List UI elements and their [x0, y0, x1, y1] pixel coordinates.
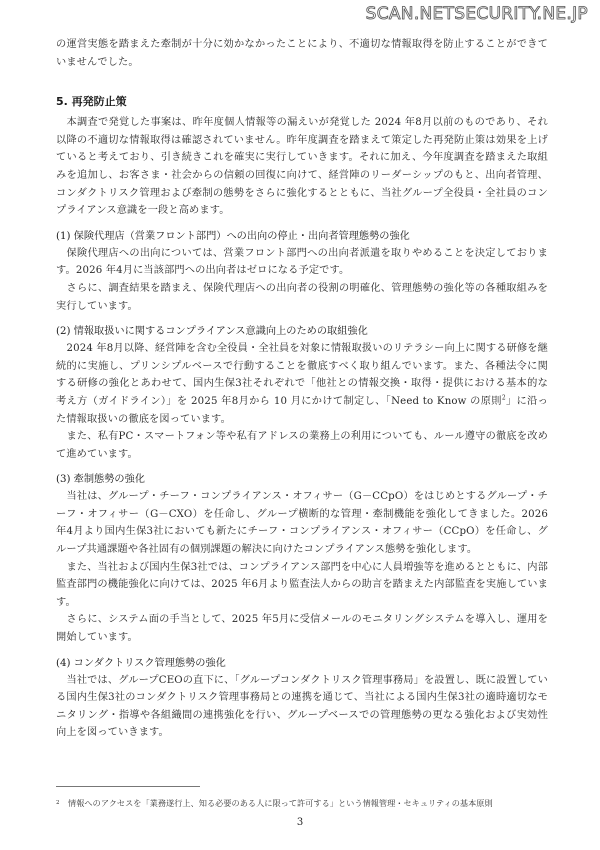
- subsection-2-paragraph-1: [56, 340, 548, 428]
- page-number: 3: [296, 817, 304, 828]
- paragraph-text-tail: 」に沿った情報取扱いの徹底を図っています。: [56, 395, 548, 425]
- subsection-3-heading: (3) 牽制態勢の強化: [56, 474, 145, 486]
- subsection-4-paragraph-1: 当社では、グループCEOの直下に、「グループコンダクトリスク管理事務局」を設置し、既に設置している国内生保3社のコンダクトリスク管理事務局との連携を通じて、当社による国内生保3社の適時適切なモニタリング・指導や各組織間の連携強化を行い、グループベースでの管理態勢の更なる強化および実効性向上を図っていきます。: [56, 674, 548, 739]
- footnote-divider: [56, 786, 200, 787]
- subsection-1-paragraph-2: さらに、調査結果を踏まえ、保険代理店への出向者の役割の明確化、管理態勢の強化等の各種取組みを実行しています。: [56, 282, 548, 312]
- subsection-4: [56, 655, 548, 742]
- section-intro-paragraph: 本調査で発覚した事案は、昨年度個人情報等の漏えいが発覚した 2024 年8月以前のものであり、それ以降の不適切な情報取得は確認されていません。昨年度調査を踏まえて策定した再発防止策は効果を上げていると考えており、引き続きこれを確実に実行していきます。それに加え、今年度調査を踏まえた取組みを追加し、お客さま・社会からの信頼の回復に向けて、経営陣のリーダーシップのもと、出向者管理、コンダクトリスク管理および牽制の態勢をさらに強化するとともに、当社グループ全役員・全社員のコンプライアンス意識を一段と高めます。: [56, 117, 548, 217]
- continuation-paragraph: の運営実態を踏まえた牽制が十分に効かなかったことにより、不適切な情報取得を防止することができていませんでした。: [56, 39, 548, 68]
- subsection-2-paragraph-2: また、私有PC・スマートフォン等や私有アドレスの業務上の利用についても、ルール遵守の徹底を改めて進めています。: [56, 431, 548, 460]
- subsection-2: [56, 323, 548, 463]
- subsection-3-paragraph-1: 当社は、グループ・チーフ・コンプライアンス・オフィサー（G－CCpO）をはじめとするグループ・チーフ・オフィサー（G－CXO）を任命し、グループ横断的な管理・牽制機能を強化してきました。2026 年4月より国内生保3社においても新たにチーフ・コンプライアンス・オフィサー（CCpO）を任命し、グループ共通課題や各社固有の個別課題の解決に向けたコンプライアンス態勢を強化します。: [56, 491, 548, 556]
- footnote-mark: 2: [56, 800, 60, 806]
- paragraph-text: 2024 年8月以降、経営陣を含む全役員・全社員を対象に情報取扱いのリテラシー向上に関する研修を継続的に実施し、プリンシプルベースで行動することを徹底すべく取り組んでいます。また、各種法令に関する研修の強化とあわせて、国内生保3社それぞれで「他社との情報交換・取得・提供における基本的な考え方（ガイドライン）」を 2025 年8月から 10 月にかけて制定し、「Need to Know の原則: [56, 343, 548, 407]
- subsection-1: [56, 228, 548, 315]
- subsection-2-heading: (2) 情報取扱いに関するコンプライアンス意識向上のための取組強化: [56, 326, 368, 338]
- subsection-4-heading: (4) コンダクトリスク管理態勢の強化: [56, 657, 226, 669]
- footnote: [56, 797, 548, 809]
- subsection-3: [56, 471, 548, 646]
- subsection-3-paragraph-3: さらに、システム面の手当として、2025 年5月に受信メールのモニタリングシステムを導入し、運用を開始しています。: [56, 614, 548, 644]
- subsection-3-paragraph-2: また、当社および国内生保3社では、コンプライアンス部門を中心に人員増強等を進めるとともに、内部監査部門の機能強化に向けては、2025 年6月より監査法人からの助言を踏まえた内部監査を実施しています。: [56, 561, 548, 608]
- site-watermark: SCAN.NETSECURITY.NE.JP: [365, 4, 588, 24]
- section-heading: 5. 再発防止策: [56, 95, 127, 109]
- footnote-text: 情報へのアクセスを「業務遂行上、知る必要のある人に限って許可する」という情報管理・セキュリティの基本原則: [68, 798, 493, 808]
- footnote-reference[interactable]: 2: [501, 394, 506, 402]
- document-page: [56, 36, 548, 742]
- subsection-1-heading: (1) 保険代理店（営業フロント部門）への出向の停止・出向者管理態勢の強化: [56, 230, 410, 242]
- subsection-1-paragraph-1: 保険代理店への出向については、営業フロント部門への出向者派遣を取りやめることを決定しております。2026 年4月に当該部門への出向者はゼロになる予定です。: [56, 247, 548, 277]
